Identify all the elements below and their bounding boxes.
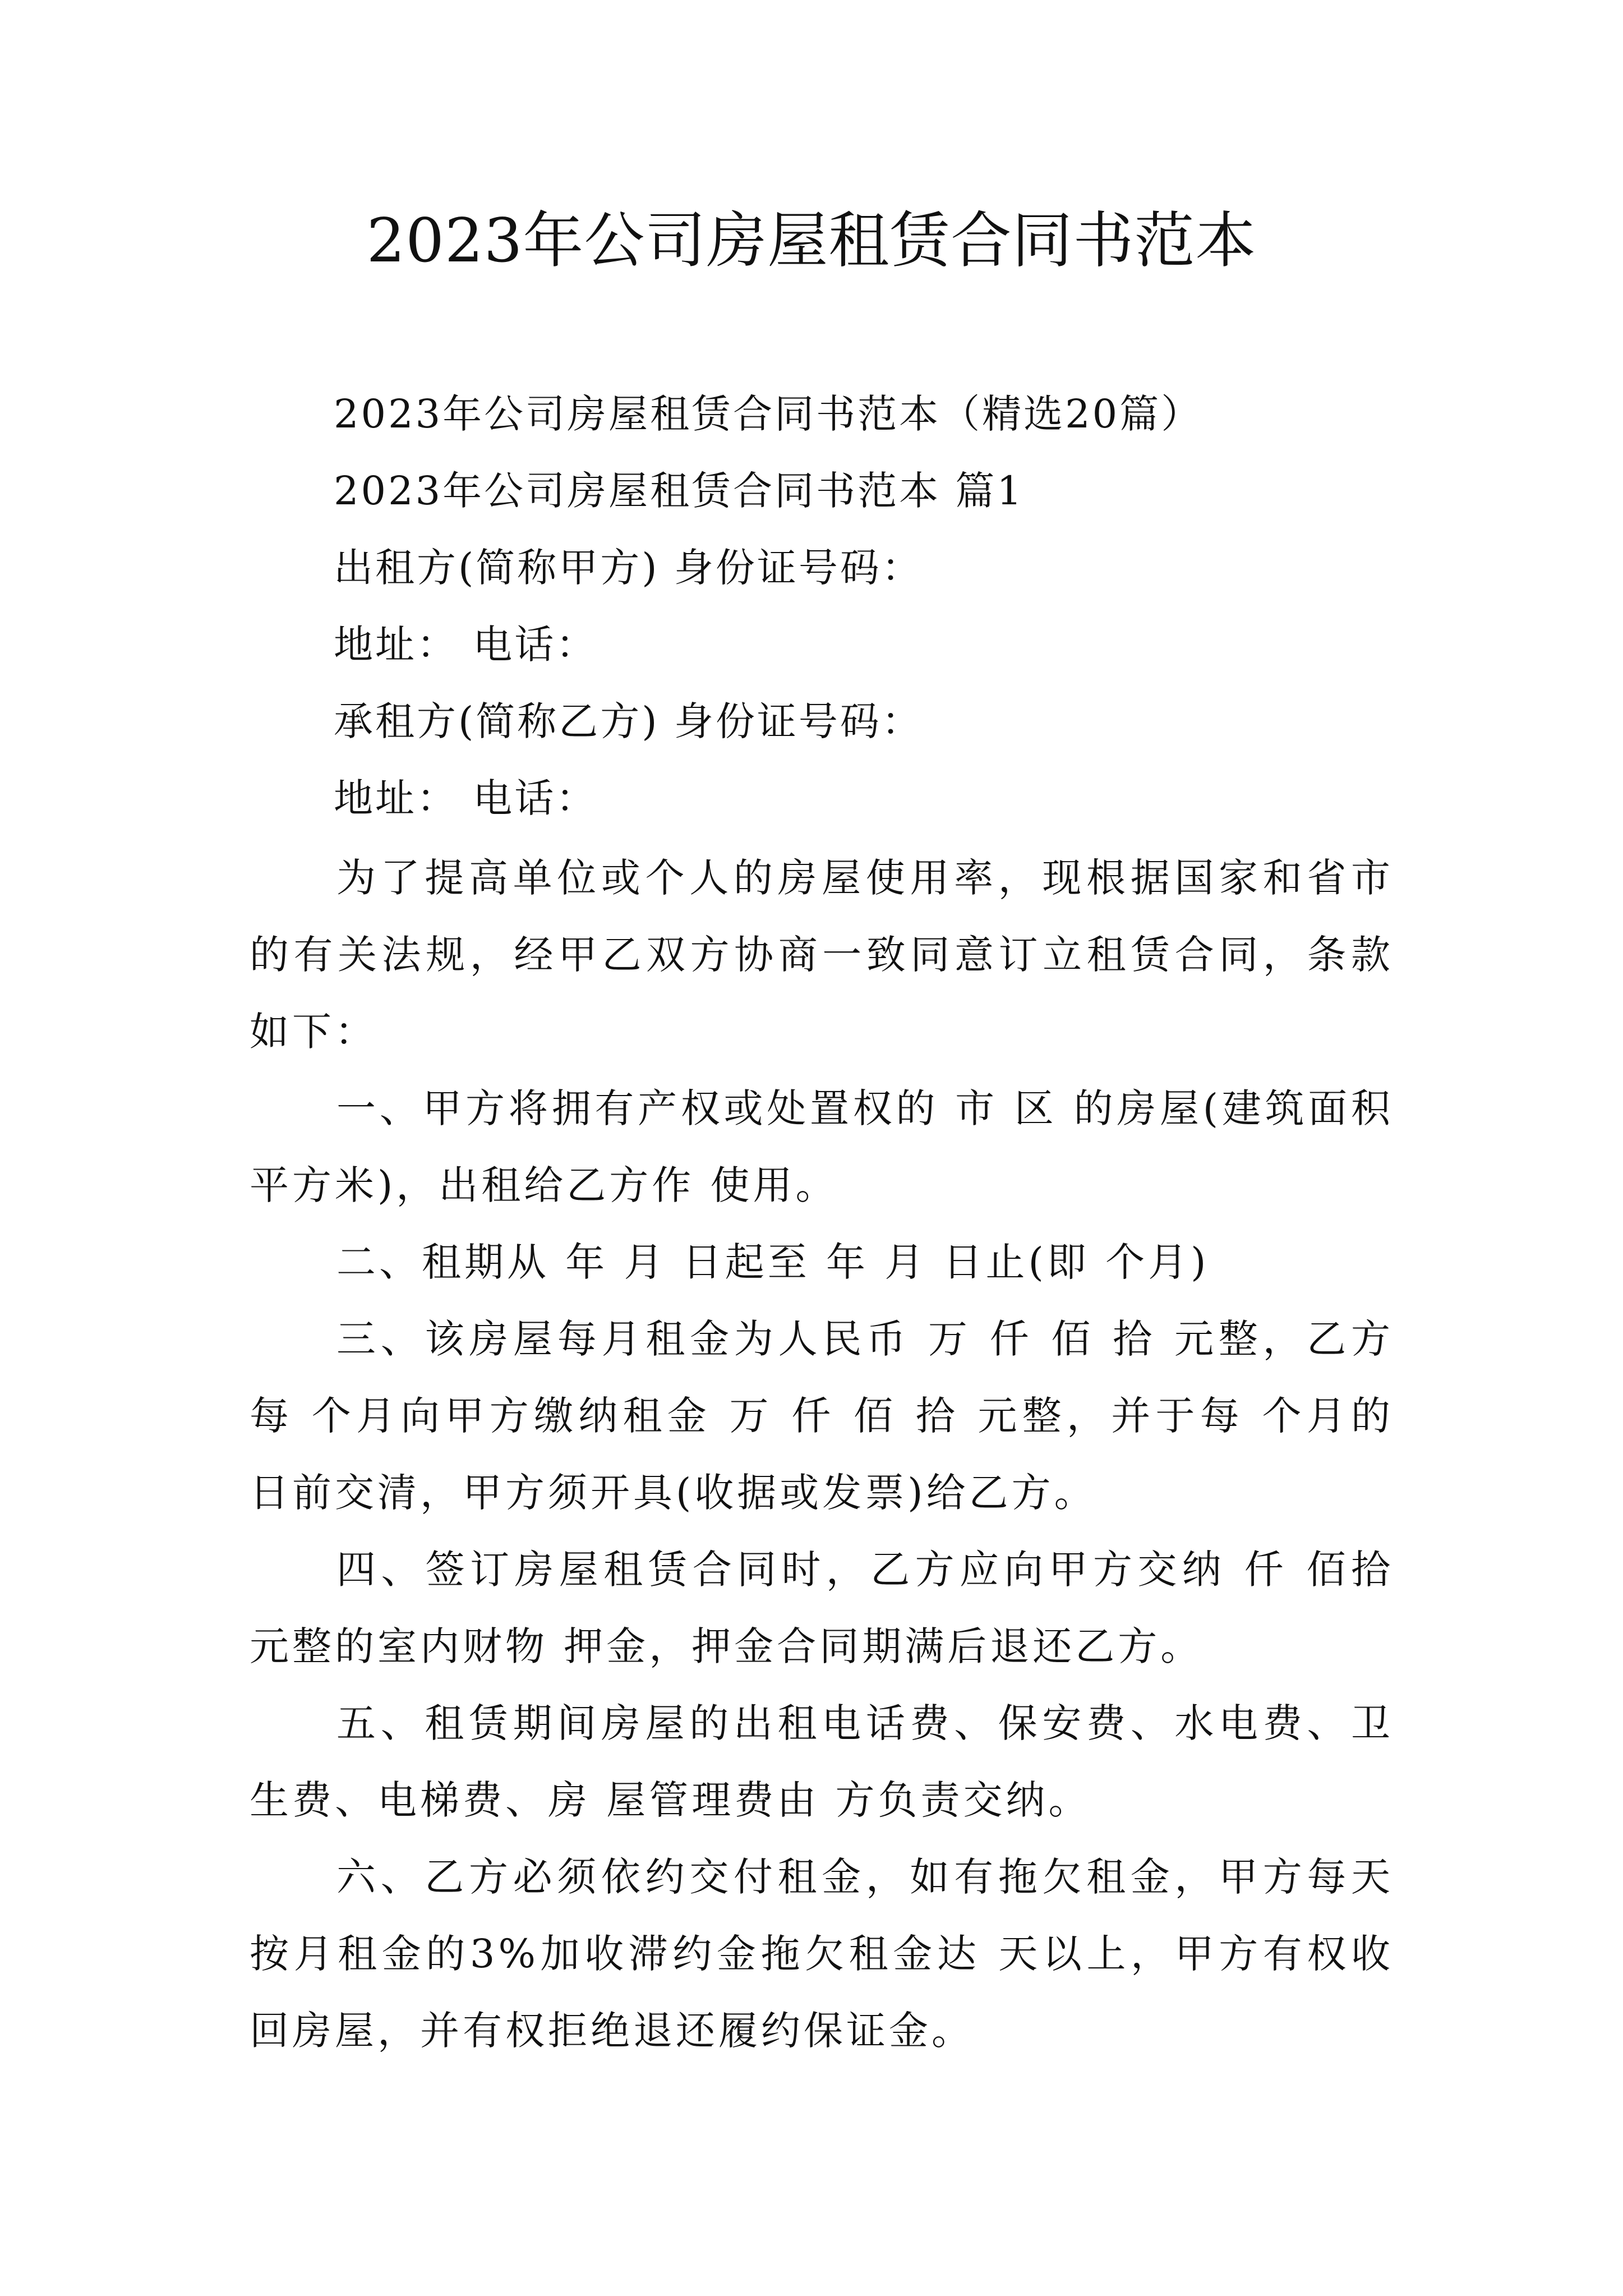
subtitle-line: 2023年公司房屋租赁合同书范本（精选20篇） [334,391,1203,437]
clause-6: 六、乙方必须依约交付租金，如有拖欠租金，甲方每天按月租金的3%加收滞约金拖欠租金达 天以上，甲方有权收回房屋，并有权拒绝退还履约保证金。 [250,1854,1394,2054]
clause-4: 四、签订房屋租赁合同时，乙方应向甲方交纳 仟 佰拾 元整的室内财物 押金，押金合同期满后退还乙方。 [250,1547,1394,1669]
lessor-id-line: 出租方(简称甲方) 身份证号码： [334,545,923,591]
section-heading: 2023年公司房屋租赁合同书范本 篇1 [334,468,1024,514]
clause-1: 一、甲方将拥有产权或处置权的 市 区 的房屋(建筑面积 平方米)，出租给乙方作 使用。 [250,1085,1394,1208]
lessor-address-line: 地址： 电话： [334,622,598,668]
clause-5: 五、租赁期间房屋的出租电话费、保安费、水电费、卫生费、电梯费、房 屋管理费由 方负责交纳。 [250,1700,1394,1823]
document-title: 2023年公司房屋租赁合同书范本 [366,206,1257,276]
clause-3: 三、该房屋每月租金为人民币 万 仟 佰 拾 元整，乙方每 个月向甲方缴纳租金 万 仟 佰 拾 元整，并于每 个月的 日前交清，甲方须开具(收据或发票)给乙方。 [250,1316,1394,1516]
lessee-address-line: 地址： 电话： [334,775,598,821]
lessee-id-line: 承租方(简称乙方) 身份证号码： [334,698,923,744]
intro-paragraph: 为了提高单位或个人的房屋使用率，现根据国家和省市的有关法规，经甲乙双方协商一致同意订立租赁合同，条款如下： [250,855,1394,1055]
clause-2: 二、租期从 年 月 日起至 年 月 日止(即 个月) [336,1239,1210,1285]
